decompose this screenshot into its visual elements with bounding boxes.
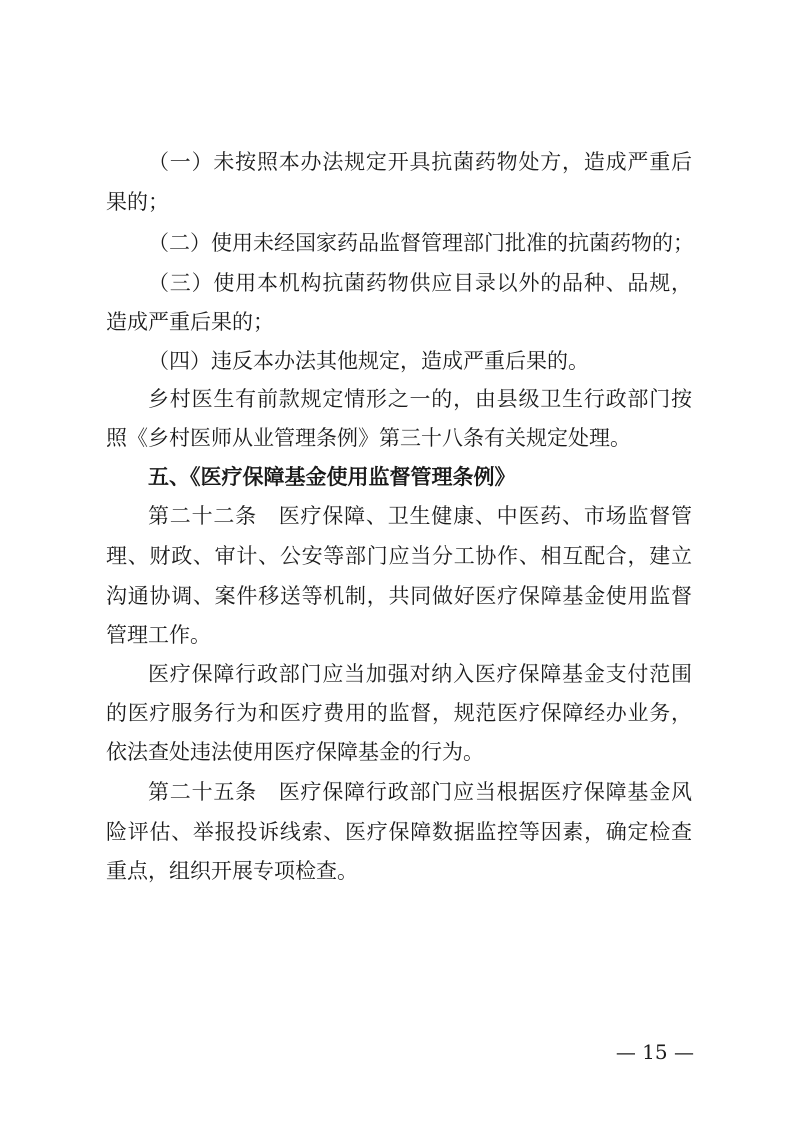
paragraph-line: 险评估、举报投诉线索、医疗保障数据监控等因素，确定检查: [106, 820, 692, 844]
paragraph-line: 医疗保障行政部门应当加强对纳入医疗保障基金支付范围: [148, 662, 692, 686]
paragraph-line: 乡村医生有前款规定情形之一的，由县级卫生行政部门按: [148, 387, 692, 411]
paragraph-line: （二）使用未经国家药品监督管理部门批准的抗菌药物的；: [148, 231, 694, 255]
paragraph-line: 照《乡村医师从业管理条例》第三十八条有关规定处理。: [106, 426, 631, 450]
paragraph-line: 沟通协调、案件移送等机制，共同做好医疗保障基金使用监督: [106, 584, 692, 608]
paragraph-line: （一）未按照本办法规定开具抗菌药物处方，造成严重后: [148, 150, 692, 174]
section-heading: 五、《医疗保障基金使用监督管理条例》: [148, 465, 516, 489]
paragraph-line: 第二十二条 医疗保障、卫生健康、中医药、市场监督管: [148, 504, 692, 528]
paragraph-line: 重点，组织开展专项检查。: [106, 859, 358, 883]
paragraph-line: 理、财政、审计、公安等部门应当分工协作、相互配合，建立: [106, 544, 692, 568]
paragraph-line: （四）违反本办法其他规定，造成严重后果的。: [148, 349, 589, 373]
paragraph-line: 第二十五条 医疗保障行政部门应当根据医疗保障基金风: [148, 780, 692, 804]
paragraph-line: 的医疗服务行为和医疗费用的监督，规范医疗保障经办业务，: [106, 701, 692, 725]
paragraph-line: （三）使用本机构抗菌药物供应目录以外的品种、品规，: [148, 271, 692, 295]
paragraph-line: 果的；: [106, 190, 169, 214]
paragraph-line: 依法查处违法使用医疗保障基金的行为。: [106, 740, 484, 764]
paragraph-line: 管理工作。: [106, 623, 211, 647]
page-number: — 15 —: [615, 1040, 694, 1064]
paragraph-line: 造成严重后果的；: [106, 310, 274, 334]
